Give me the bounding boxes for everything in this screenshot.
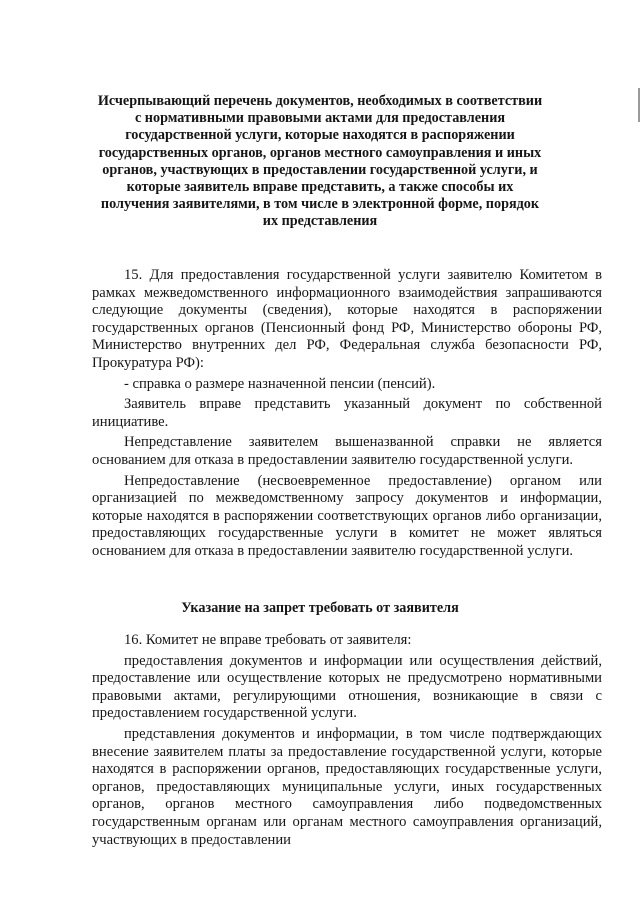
list-item-pension-certificate: - справка о размере назначенной пенсии (пенсий). xyxy=(124,375,436,392)
section-body-prohibition xyxy=(92,632,602,905)
paragraph-15: 15. Для предоставления государственной услуги заявителю Комитетом в рамках межведомственного информационного взаимодействия запрашиваются следующие документы (сведения), которые находятся в распоряжении государственных органов (Пенсионный фонд РФ, Министерство обороны РФ, Министерство внутренних дел РФ, Федеральная служба безопасности РФ, Прокуратура РФ): xyxy=(92,267,602,371)
paragraph-applicant-right: Заявитель вправе представить указанный документ по собственной инициативе. xyxy=(92,396,602,430)
paragraph-prohibition-payment-proof: представления документов и информации, в том числе подтверждающих внесение заявителем платы за предоставление государственной услуги, которые находятся в распоряжении органов, предоставляющих государственные услуги, органов, предоставляющих муниципальные услуги, иных государственных органов, органов местного самоуправления либо подведомственных государственным органам или органам местного самоуправления организаций, участвующих в предоставлении xyxy=(92,725,602,848)
paragraph-interagency-request: Непредоставление (несвоевременное предоставление) органом или организацией по межведомственному запросу документов и информации, которые находятся в распоряжении соответствующих органов либо организации, предоставляющих государственные услуги в комитет не может являться основанием для отказа в предоставлении заявителю государственной услуги. xyxy=(92,472,602,559)
paragraph-prohibition-documents: предоставления документов и информации или осуществления действий, предоставление или осуществление которых не предусмотрено нормативными правовыми актами, регулирующими отношения, возникающие в связи с предоставлением государственной услуги. xyxy=(92,652,602,722)
section-heading-prohibition: Указание на запрет требовать от заявителя xyxy=(181,600,459,616)
paragraph-non-submission: Непредставление заявителем вышеназванной справки не является основанием для отказа в предоставлении заявителю государственной услуги. xyxy=(92,434,602,468)
paragraph-16: 16. Комитет не вправе требовать от заявителя: xyxy=(124,632,412,648)
section-body-documents-list xyxy=(92,267,602,561)
section-heading-documents-list: Исчерпывающий перечень документов, необходимых в соответствии с нормативными правовыми актами для предоставления государственной услуги, которые находятся в распоряжении государственных органов, органов местного самоуправления и иных органов, участвующих в предоставлении государственной услуги, и которые заявитель вправе представить, а также способы их получения заявителями, в том числе в электронной форме, порядок их представления xyxy=(97,93,543,230)
